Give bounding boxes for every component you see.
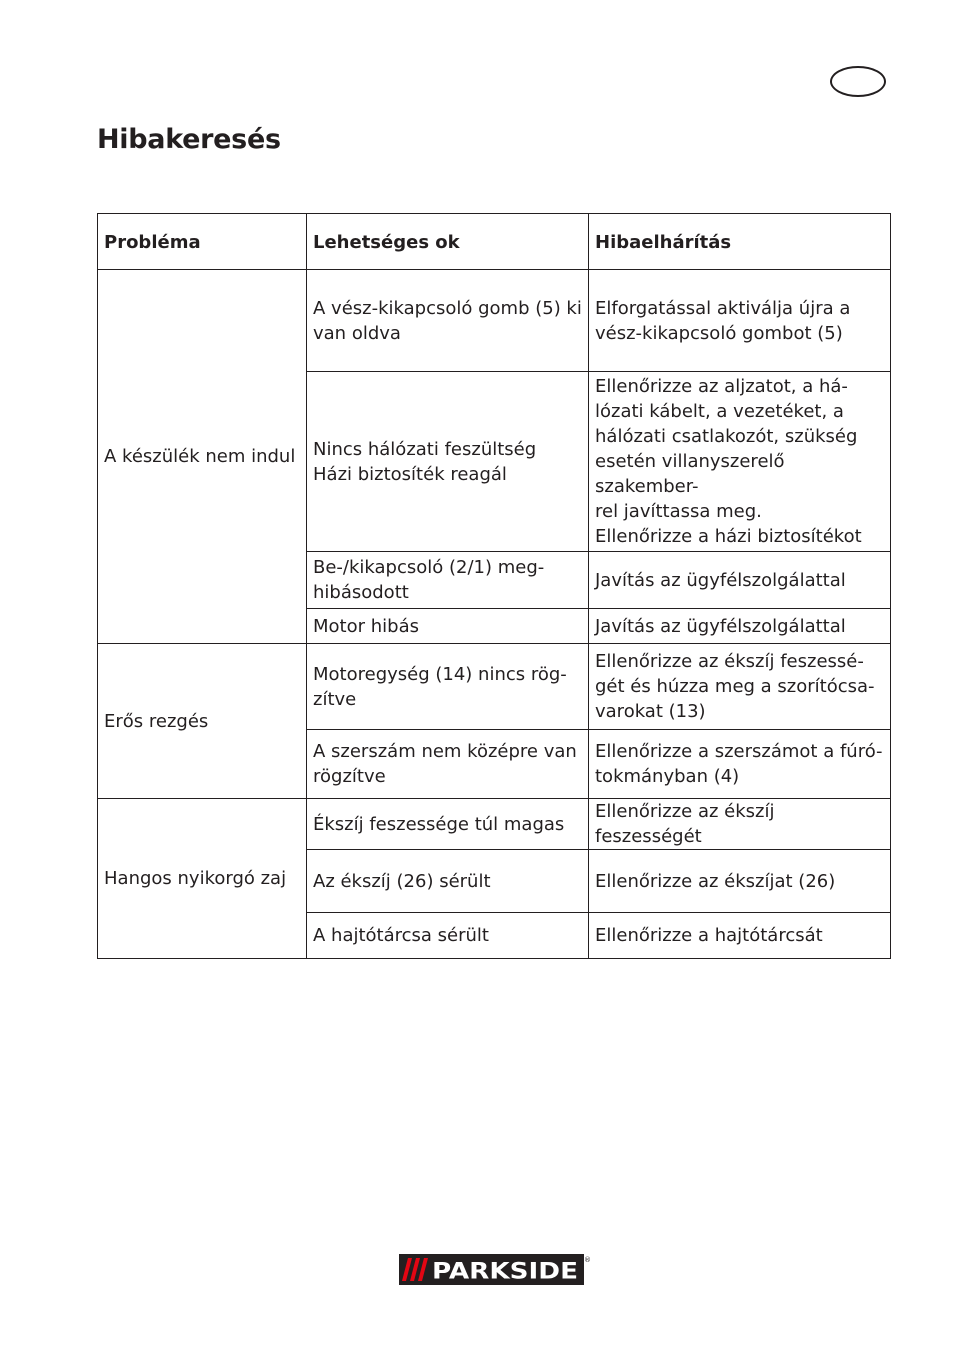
page-title: Hibakeresés	[97, 124, 281, 155]
cause-cell	[307, 552, 589, 609]
remedy-cell	[589, 913, 891, 959]
problem-text: A készülék nem indul	[104, 446, 296, 467]
table-row	[98, 799, 891, 850]
cause-text: Be-/kikapcsoló (2/1) meg- hibásodott	[313, 557, 545, 603]
cause-cell	[307, 799, 589, 850]
table-row	[98, 270, 891, 372]
problem-cell	[98, 644, 307, 799]
cause-text: A vész-kikapcsoló gomb (5) ki van oldva	[313, 297, 582, 344]
remedy-text: Javítás az ügyfélszolgálattal	[595, 569, 846, 591]
remedy-cell	[589, 372, 891, 552]
parkside-logo	[398, 1253, 590, 1286]
problem-text: Erős rezgés	[104, 710, 209, 732]
remedy-text: Ellenőrizze az aljzatot, a há- lózati kábelt, a vezetéket, a hálózati csatlakozót, szükség esetén villanyszerelő szakember- rel javíttassa meg. Ellenőrizze a házi biztosítékot	[595, 376, 862, 547]
cause-text: Motor hibás	[313, 615, 419, 637]
logo-registered-mark: ®	[584, 1256, 591, 1264]
logo-text: PARKSIDE	[432, 1259, 578, 1285]
remedy-cell	[589, 609, 891, 644]
cause-text: Az ékszíj (26) sérült	[313, 870, 491, 892]
cause-cell	[307, 372, 589, 552]
header-problem: Probléma	[98, 214, 307, 270]
remedy-text: Ellenőrizze a hajtótárcsát	[595, 925, 823, 946]
cause-cell	[307, 270, 589, 372]
cause-cell	[307, 850, 589, 913]
remedy-text: Ellenőrizze az ékszíjat (26)	[595, 870, 836, 892]
problem-text: Hangos nyikorgó zaj	[104, 868, 287, 889]
header-remedy: Hibaelhárítás	[589, 214, 891, 270]
cause-text: A hajtótárcsa sérült	[313, 925, 489, 946]
cause-cell	[307, 609, 589, 644]
table-header-row	[98, 214, 891, 270]
remedy-cell	[589, 730, 891, 799]
cause-cell	[307, 644, 589, 730]
table-row	[98, 644, 891, 730]
header-possible-cause: Lehetséges ok	[307, 214, 589, 270]
troubleshooting-table	[97, 213, 891, 959]
language-badge	[830, 66, 886, 97]
cause-cell	[307, 913, 589, 959]
problem-cell	[98, 270, 307, 644]
cause-cell	[307, 730, 589, 799]
remedy-text: Ellenőrizze az ékszíj feszességét	[595, 801, 775, 847]
remedy-text: Javítás az ügyfélszolgálattal	[595, 615, 846, 637]
remedy-text: Ellenőrizze a szerszámot a fúró- tokmányban (4)	[595, 741, 883, 787]
cause-text: Ékszíj feszessége túl magas	[313, 813, 565, 835]
remedy-cell	[589, 644, 891, 730]
remedy-cell	[589, 850, 891, 913]
cause-text: A szerszám nem középre van rögzítve	[313, 741, 577, 787]
remedy-cell	[589, 799, 891, 850]
remedy-text: Ellenőrizze az ékszíj feszessé- gét és húzza meg a szorítócsa- varokat (13)	[595, 651, 875, 722]
cause-text: Motoregység (14) nincs rög- zítve	[313, 663, 567, 710]
cause-text: Nincs hálózati feszültség Házi biztosíték reagál	[313, 438, 537, 485]
problem-cell	[98, 799, 307, 959]
remedy-text: Elforgatással aktiválja újra a vész-kikapcsoló gombot (5)	[595, 297, 851, 344]
remedy-cell	[589, 270, 891, 372]
remedy-cell	[589, 552, 891, 609]
